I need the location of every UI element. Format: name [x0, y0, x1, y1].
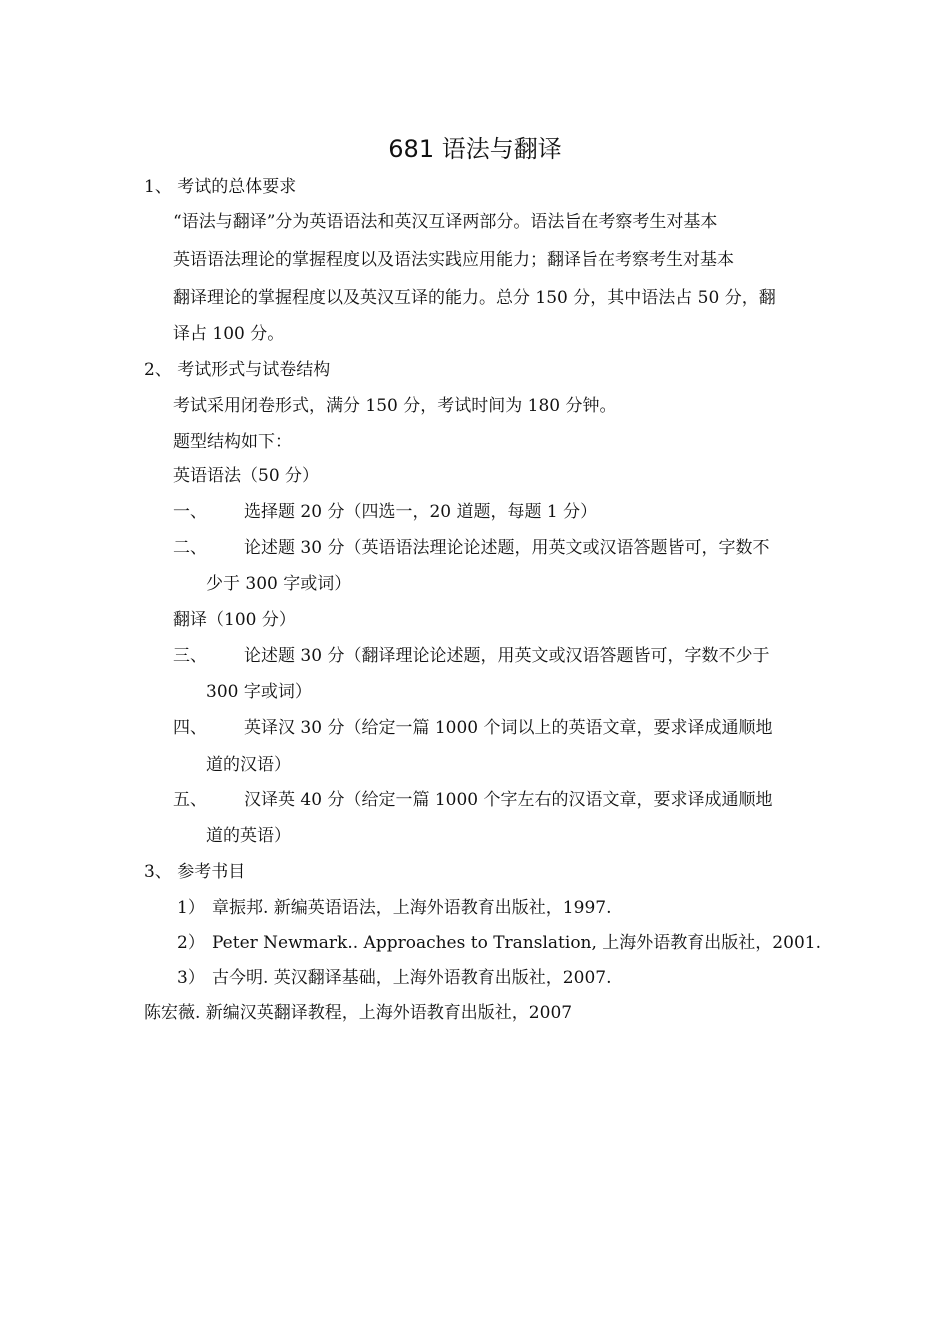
item-4-continuation: 道的汉语） [206, 755, 291, 775]
grammar-heading: 英语语法（50 分） [173, 466, 320, 486]
translation-heading: 翻译（100 分） [173, 610, 296, 630]
page-title: 681 语法与翻译 [388, 135, 562, 163]
item-3-marker: 三、 [173, 646, 207, 666]
section-1-paragraph-line-1: “语法与翻译”分为英语语法和英汉互译两部分。语法旨在考察考生对基本 [173, 212, 718, 232]
item-5-marker: 五、 [173, 790, 207, 810]
item-4-marker: 四、 [173, 718, 207, 738]
item-3-text: 论述题 30 分（翻译理论论述题，用英文或汉语答题皆可，字数不少于 [244, 646, 770, 666]
section-1-paragraph-line-3: 翻译理论的掌握程度以及英汉互译的能力。总分 150 分，其中语法占 50 分，翻 [173, 288, 776, 308]
item-3-continuation: 300 字或词） [206, 682, 312, 702]
item-2-continuation: 少于 300 字或词） [206, 574, 352, 594]
section-1-paragraph-line-4: 译占 100 分。 [173, 324, 285, 344]
ref-1-marker: 1） [177, 898, 205, 918]
item-5-continuation: 道的英语） [206, 826, 291, 846]
item-2-text: 论述题 30 分（英语语法理论论述题，用英文或汉语答题皆可，字数不 [244, 538, 770, 558]
structure-intro: 题型结构如下： [173, 432, 292, 452]
item-2-marker: 二、 [173, 538, 207, 558]
section-3-heading: 3、 参考书目 [144, 862, 246, 882]
ref-3-text: 古今明. 英汉翻译基础，上海外语教育出版社，2007. [212, 968, 612, 988]
item-1-text: 选择题 20 分（四选一，20 道题，每题 1 分） [244, 502, 598, 522]
ref-2-marker: 2） [177, 933, 205, 953]
item-5-text: 汉译英 40 分（给定一篇 1000 个字左右的汉语文章，要求译成通顺地 [244, 790, 773, 810]
section-2-heading: 2、 考试形式与试卷结构 [144, 360, 331, 380]
ref-2-text: Peter Newmark.. Approaches to Translation, 上海外语教育出版社，2001. [212, 933, 821, 953]
section-1-heading: 1、 考试的总体要求 [144, 177, 297, 197]
exam-form-text: 考试采用闭卷形式，满分 150 分，考试时间为 180 分钟。 [173, 396, 617, 416]
ref-extra: 陈宏薇. 新编汉英翻译教程，上海外语教育出版社，2007 [144, 1003, 573, 1023]
ref-3-marker: 3） [177, 968, 205, 988]
ref-1-text: 章振邦. 新编英语语法，上海外语教育出版社，1997. [212, 898, 612, 918]
item-4-text: 英译汉 30 分（给定一篇 1000 个词以上的英语文章，要求译成通顺地 [244, 718, 773, 738]
section-1-paragraph-line-2: 英语语法理论的掌握程度以及语法实践应用能力；翻译旨在考察考生对基本 [173, 250, 734, 270]
item-1-marker: 一、 [173, 502, 207, 522]
